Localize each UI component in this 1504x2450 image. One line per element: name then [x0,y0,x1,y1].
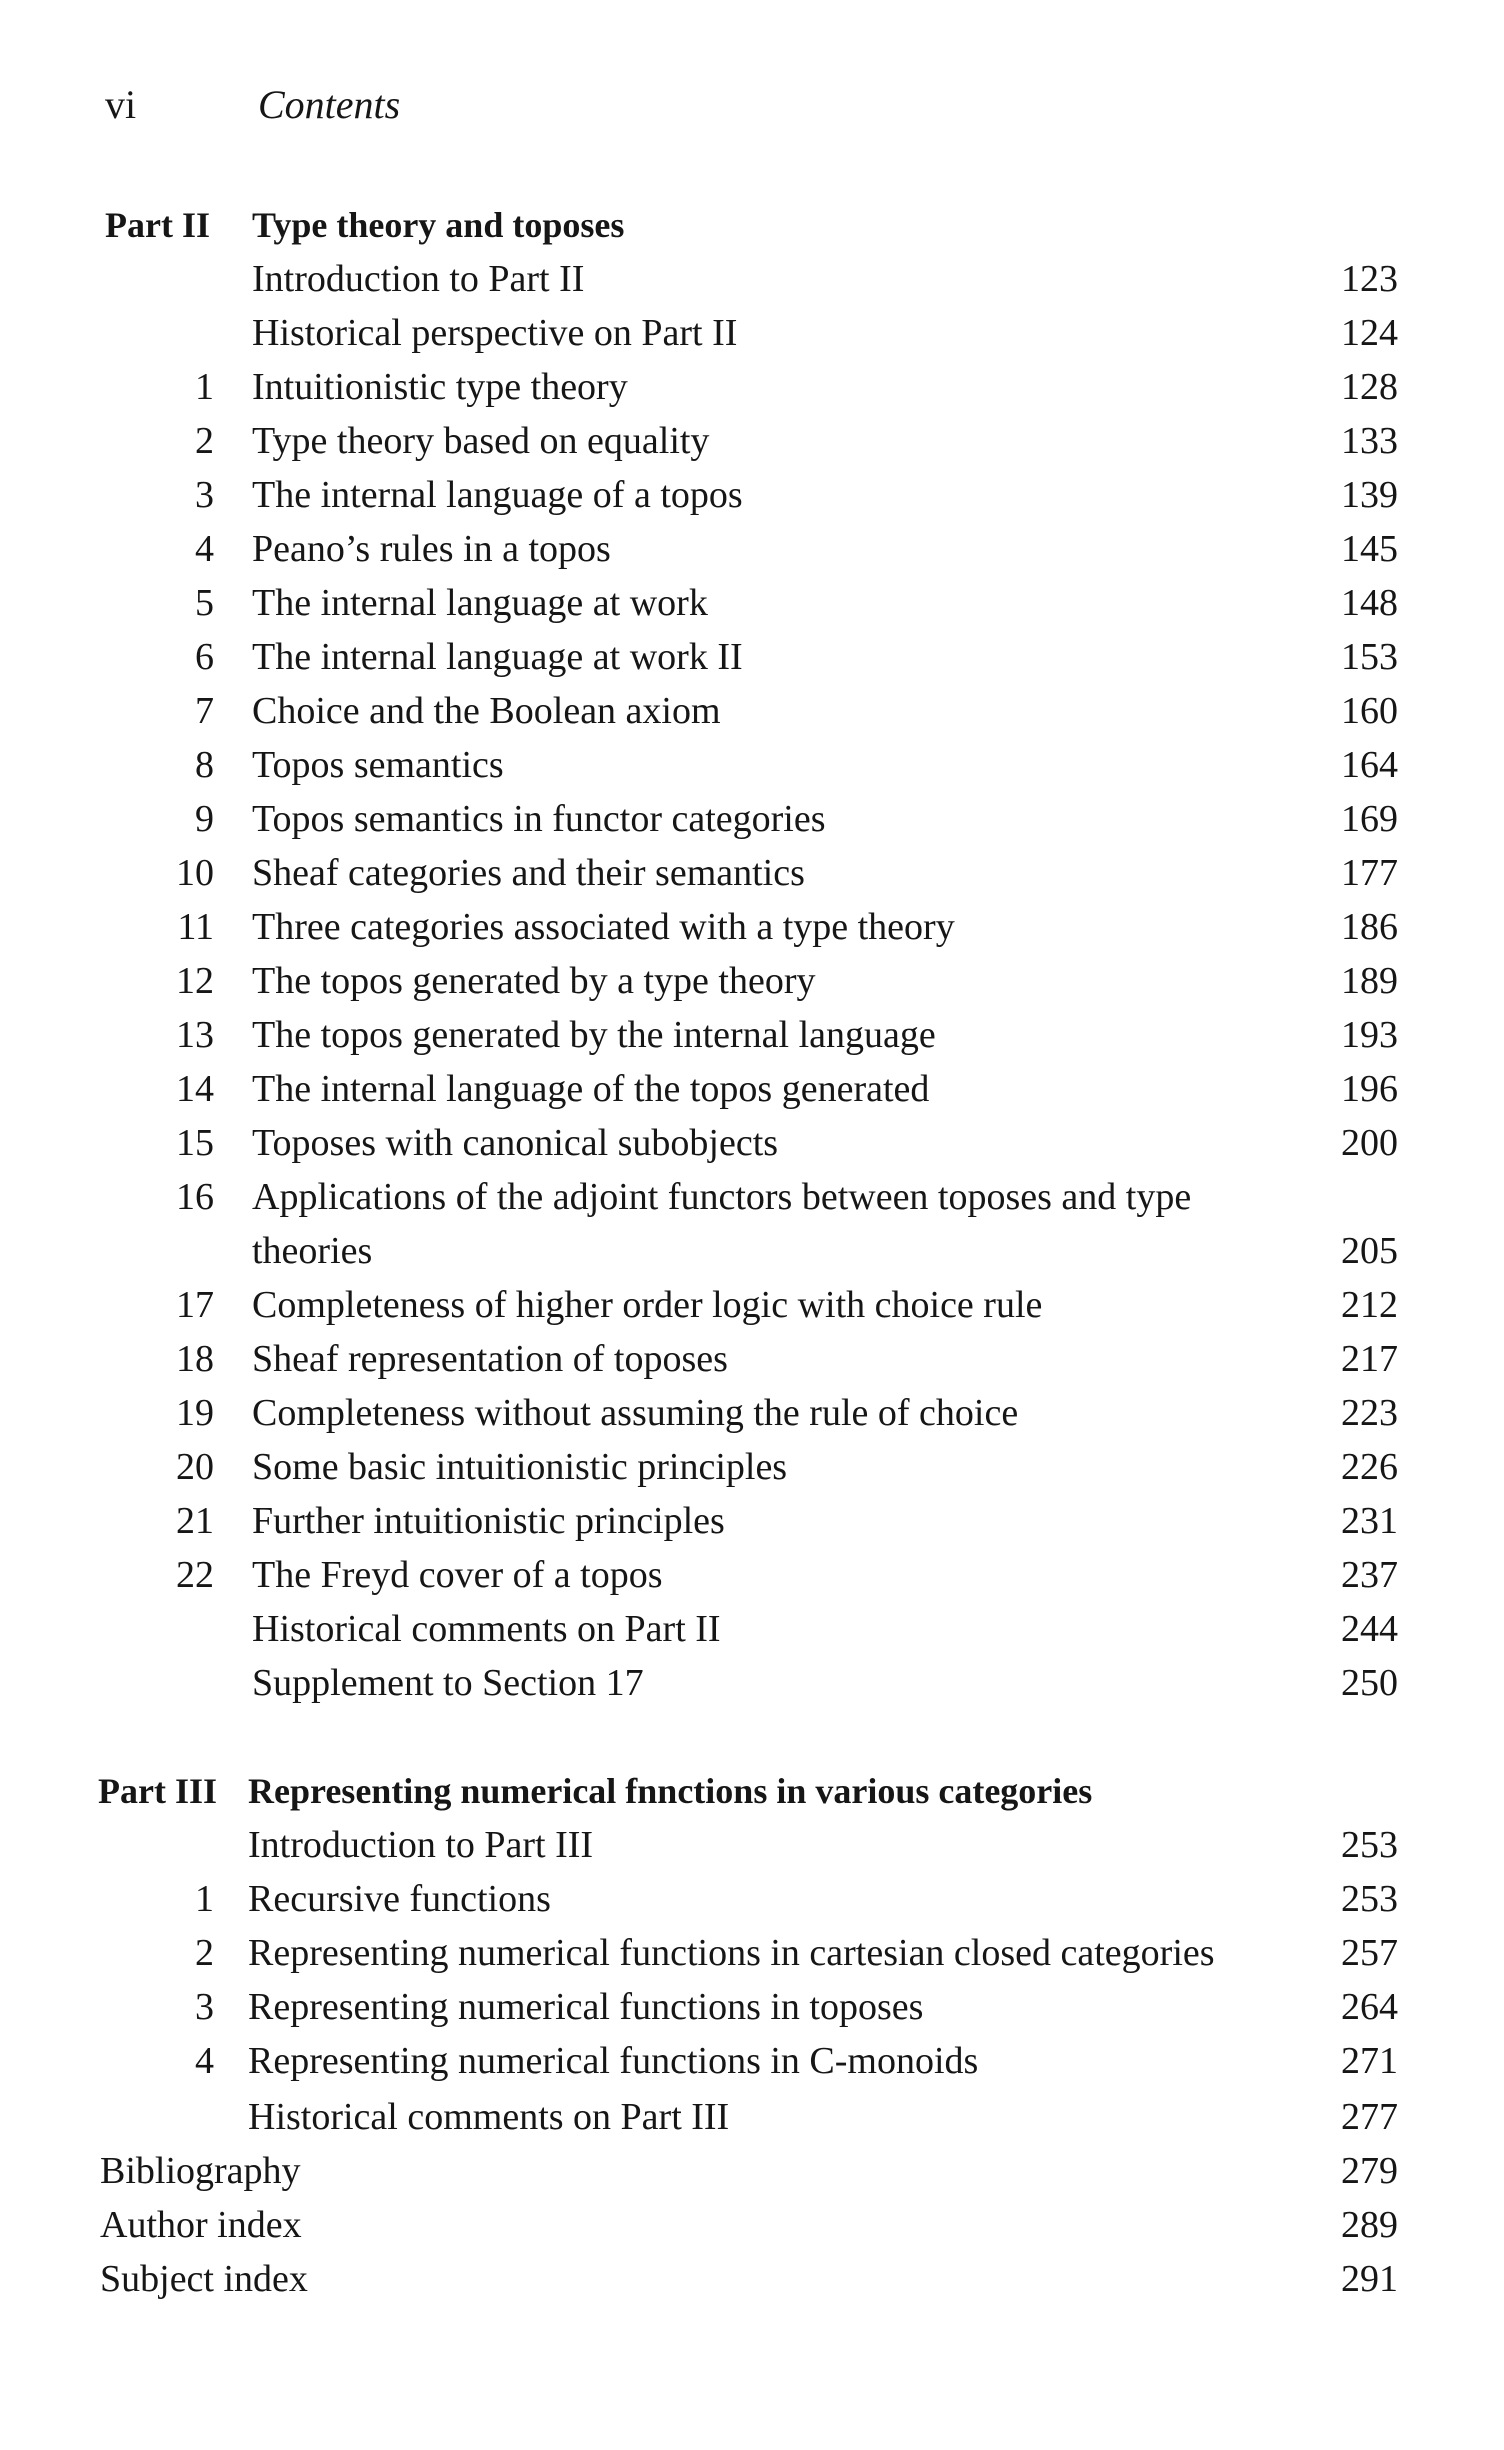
entry-title: Further intuitionistic principles [252,1500,725,1542]
entry-title: Introduction to Part II [252,258,585,300]
toc-entry[interactable] [0,1170,1504,1224]
entry-page: 289 [1341,2204,1398,2246]
entry-title: Representing numerical functions in cartesian closed categories [248,1932,1215,1974]
entry-title: Historical perspective on Part II [252,312,738,354]
toc-entry[interactable] [0,360,1504,414]
entry-page: 279 [1341,2150,1398,2192]
toc-entry[interactable] [0,900,1504,954]
entry-page: 212 [1341,1284,1398,1326]
part-title: Type theory and toposes [252,205,625,245]
entry-title: The Freyd cover of a topos [252,1554,663,1596]
entry-page: 231 [1341,1500,1398,1542]
entry-title: Three categories associated with a type theory [252,906,955,948]
entry-title: Choice and the Boolean axiom [252,690,721,732]
toc-entry[interactable] [0,1278,1504,1332]
section-number: 3 [195,1986,214,2028]
entry-page: 160 [1341,690,1398,732]
entry-page: 253 [1341,1824,1398,1866]
section-number: 4 [195,2040,214,2082]
entry-title: Type theory based on equality [252,420,710,462]
entry-title: The internal language at work [252,582,708,624]
part-label: Part III [98,1771,217,1811]
toc-entry[interactable] [0,252,1504,306]
section-number: 22 [176,1554,214,1596]
entry-page: 250 [1341,1662,1398,1704]
entry-title: theories [252,1230,373,1272]
toc-entry-back-matter[interactable] [0,2144,1504,2198]
section-number: 6 [195,636,214,678]
entry-page: 291 [1341,2258,1398,2300]
entry-title: The internal language of a topos [252,474,743,516]
entry-title: Author index [100,2204,302,2246]
entry-title: The internal language of the topos generated [252,1068,930,1110]
section-number: 21 [176,1500,214,1542]
section-number: 15 [176,1122,214,1164]
entry-page: 277 [1341,2096,1398,2138]
part-heading [0,1764,1504,1818]
entry-page: 177 [1341,852,1398,894]
toc-entry[interactable] [0,468,1504,522]
section-number: 18 [176,1338,214,1380]
entry-page: 264 [1341,1986,1398,2028]
section-number: 1 [195,1878,214,1920]
entry-title: Historical comments on Part III [248,2096,730,2138]
entry-page: 223 [1341,1392,1398,1434]
section-number: 7 [195,690,214,732]
entry-title: The topos generated by a type theory [252,960,816,1002]
section-number: 2 [195,1932,214,1974]
entry-title: Representing numerical functions in C-monoids [248,2040,979,2082]
toc-entry[interactable] [0,684,1504,738]
toc-entry[interactable] [0,1548,1504,1602]
section-number: 16 [176,1176,214,1218]
section-number: 13 [176,1014,214,1056]
section-number: 20 [176,1446,214,1488]
entry-title: Sheaf representation of toposes [252,1338,728,1380]
section-number: 8 [195,744,214,786]
section-number: 4 [195,528,214,570]
entry-title: Sheaf categories and their semantics [252,852,805,894]
entry-title: Topos semantics [252,744,504,786]
entry-title: Recursive functions [248,1878,551,1920]
toc-entry[interactable] [0,1872,1504,1926]
entry-page: 186 [1341,906,1398,948]
entry-title: Completeness without assuming the rule of choice [252,1392,1019,1434]
part-heading [0,198,1504,252]
entry-title: Historical comments on Part II [252,1608,721,1650]
toc-entry[interactable] [0,1008,1504,1062]
page-number: vi [105,82,137,127]
toc-entry[interactable] [0,630,1504,684]
entry-page: 145 [1341,528,1398,570]
section-number: 17 [176,1284,214,1326]
entry-page: 217 [1341,1338,1398,1380]
toc-entry[interactable] [0,306,1504,360]
part-label: Part II [105,205,210,245]
toc-entry[interactable] [0,414,1504,468]
running-title: Contents [258,82,401,127]
toc-entry[interactable] [0,1440,1504,1494]
toc-entry[interactable] [0,2034,1504,2088]
section-number: 10 [176,852,214,894]
entry-page: 226 [1341,1446,1398,1488]
entry-title: Introduction to Part III [248,1824,594,1866]
toc-entry[interactable] [0,1224,1504,1278]
entry-title: Subject index [100,2258,308,2300]
entry-page: 148 [1341,582,1398,624]
entry-page: 124 [1341,312,1398,354]
entry-page: 139 [1341,474,1398,516]
entry-page: 133 [1341,420,1398,462]
section-number: 12 [176,960,214,1002]
entry-page: 205 [1341,1230,1398,1272]
entry-title: Bibliography [100,2150,301,2192]
toc-entry[interactable] [0,1062,1504,1116]
entry-page: 193 [1341,1014,1398,1056]
toc-entry[interactable] [0,1494,1504,1548]
entry-page: 271 [1341,2040,1398,2082]
section-number: 11 [177,906,214,948]
entry-page: 257 [1341,1932,1398,1974]
entry-page: 196 [1341,1068,1398,1110]
entry-title: Some basic intuitionistic principles [252,1446,788,1488]
toc-entry[interactable] [0,1926,1504,1980]
section-number: 5 [195,582,214,624]
entry-page: 169 [1341,798,1398,840]
entry-title: The internal language at work II [252,636,743,678]
toc-entry[interactable] [0,2090,1504,2144]
toc-entry[interactable] [0,576,1504,630]
toc-entry-back-matter[interactable] [0,2198,1504,2252]
toc-entry[interactable] [0,1818,1504,1872]
entry-page: 164 [1341,744,1398,786]
toc-entry-back-matter[interactable] [0,2252,1504,2306]
toc-entry[interactable] [0,522,1504,576]
entry-title: The topos generated by the internal language [252,1014,936,1056]
entry-title: Applications of the adjoint functors between toposes and type [252,1176,1192,1218]
entry-title: Representing numerical functions in toposes [248,1986,924,2028]
toc-entry[interactable] [0,1332,1504,1386]
entry-page: 189 [1341,960,1398,1002]
entry-title: Intuitionistic type theory [252,366,628,408]
toc-entry[interactable] [0,1386,1504,1440]
entry-page: 200 [1341,1122,1398,1164]
entry-page: 153 [1341,636,1398,678]
part-title: Representing numerical fnnctions in various categories [248,1771,1093,1811]
section-number: 2 [195,420,214,462]
entry-title: Toposes with canonical subobjects [252,1122,779,1164]
entry-page: 244 [1341,1608,1398,1650]
section-number: 19 [176,1392,214,1434]
toc-entry[interactable] [0,1980,1504,2034]
entry-title: Peano’s rules in a topos [252,528,611,570]
entry-title: Supplement to Section 17 [252,1662,644,1704]
entry-page: 237 [1341,1554,1398,1596]
toc-entry[interactable] [0,738,1504,792]
toc-entry[interactable] [0,1116,1504,1170]
section-number: 14 [176,1068,214,1110]
section-number: 9 [195,798,214,840]
entry-page: 253 [1341,1878,1398,1920]
entry-page: 123 [1341,258,1398,300]
section-number: 3 [195,474,214,516]
entry-title: Topos semantics in functor categories [252,798,826,840]
entry-page: 128 [1341,366,1398,408]
toc-entry[interactable] [0,846,1504,900]
toc-entry[interactable] [0,954,1504,1008]
entry-title: Completeness of higher order logic with choice rule [252,1284,1043,1326]
toc-entry[interactable] [0,792,1504,846]
section-number: 1 [195,366,214,408]
toc-entry[interactable] [0,1656,1504,1710]
toc-entry[interactable] [0,1602,1504,1656]
